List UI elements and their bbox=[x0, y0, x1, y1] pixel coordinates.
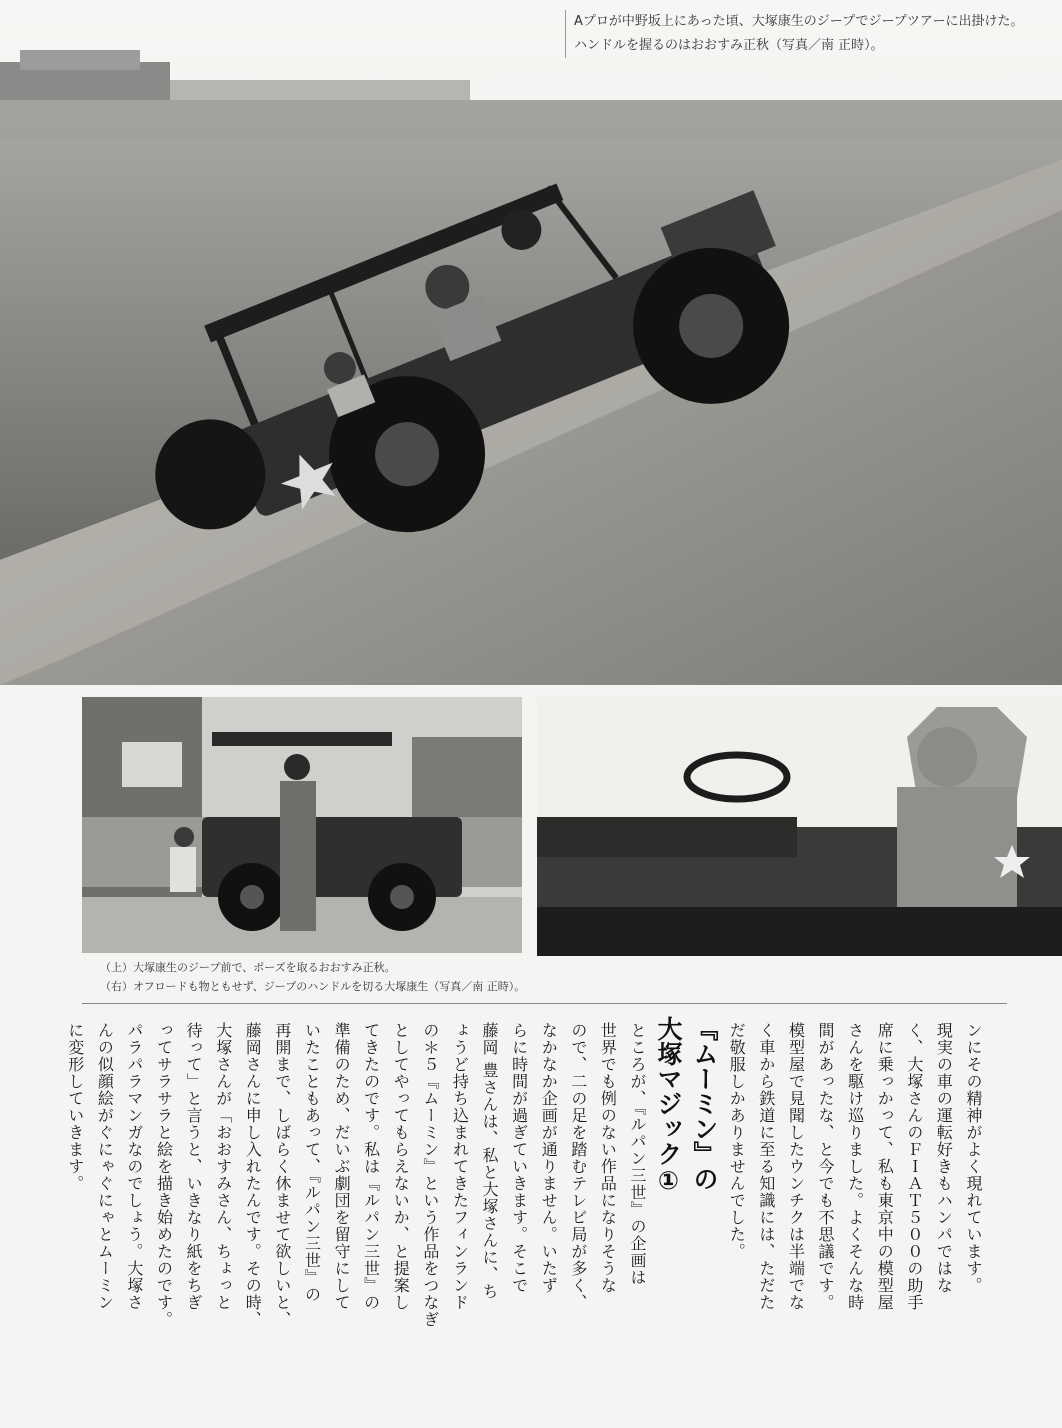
text-line: に変形していきます。 bbox=[65, 1022, 85, 1192]
article-column-1 bbox=[718, 1022, 988, 1417]
caption-line: （上）大塚康生のジープ前で、ポーズを取るおおすみ正秋。 bbox=[100, 961, 396, 974]
text-line: んの似顔絵がぐにゃぐにゃとムーミン bbox=[95, 1022, 115, 1311]
text-line: としてやってもらえないか、と提案し bbox=[391, 1022, 411, 1311]
text-line: 席に乗っかって、私も東京中の模型屋 bbox=[875, 1022, 895, 1311]
text-line: 再開まで、しばらく休ませて欲しいと、 bbox=[272, 1022, 292, 1328]
heading-line: 『ムーミン』の bbox=[690, 1016, 719, 1191]
text-line: 準備のため、だいぶ劇団を留守にして bbox=[332, 1022, 352, 1311]
text-line: 世界でも例のない作品になりそうな bbox=[598, 1022, 618, 1294]
text-line: なかなか企画が通りません。いたず bbox=[539, 1022, 559, 1294]
text-line: の＊５『ムーミン』という作品をつなぎ bbox=[420, 1022, 440, 1328]
text-line: 現実の車の運転好きもハンパではな bbox=[934, 1022, 954, 1294]
photo-man-at-jeep-wheel bbox=[537, 697, 1062, 956]
text-line: ってサラサラと絵を描き始めたのです。 bbox=[154, 1022, 174, 1328]
lower-photos-caption bbox=[100, 958, 540, 996]
text-line: 大塚さんが「おおすみさん、ちょっと bbox=[213, 1022, 233, 1311]
text-line: 藤岡 豊さんは、私と大塚さんに、ち bbox=[480, 1022, 500, 1301]
text-line: さんを駆け巡りました。よくそんな時 bbox=[845, 1022, 865, 1311]
text-line: ょうど持ち込まれてきたフィンランド bbox=[450, 1022, 470, 1311]
text-line: パラパラマンガなのでしょう。大塚さ bbox=[124, 1022, 144, 1311]
caption-line: （右）オフロードも物ともせず、ジープのハンドルを切る大塚康生（写真／南 正時）。 bbox=[100, 980, 526, 993]
caption-line: Aプロが中野坂上にあった頃、大塚康生のジープでジープツアーに出掛けた。 bbox=[574, 14, 1024, 29]
text-line: 模型屋で見聞したウンチクは半端でな bbox=[786, 1022, 806, 1311]
text-line: ところが、『ルパン三世』の企画は bbox=[628, 1022, 647, 1286]
text-line: らに時間が過ぎていきます。そこで bbox=[509, 1022, 529, 1294]
caption-line: ハンドルを握るのはおおすみ正秋（写真／南 正時）。 bbox=[574, 38, 884, 53]
text-line: 間があったな、と今でも不思議です。 bbox=[816, 1022, 836, 1311]
text-line: ので、二の足を踏むテレビ局が多く、 bbox=[568, 1022, 588, 1311]
text-line: だ敬服しかありませんでした。 bbox=[727, 1022, 747, 1260]
section-heading bbox=[650, 1016, 722, 1256]
photo-jeep-parked-with-child bbox=[82, 697, 522, 953]
main-photo-jeep-on-embankment bbox=[0, 0, 1062, 685]
text-line: ンにその精神がよく現れています。 bbox=[964, 1022, 983, 1294]
text-line: 待って」と言うと、いきなり紙をちぎ bbox=[184, 1022, 204, 1311]
text-line: てきたのです。私は『ルパン三世』の bbox=[361, 1022, 381, 1311]
heading-line: 大塚マジック① bbox=[654, 1016, 683, 1195]
text-line: 藤岡さんに申し入れたんです。その時、 bbox=[243, 1022, 263, 1328]
section-divider bbox=[82, 1003, 1007, 1004]
text-line: く、大塚さんのＦＩＡＴ５００の助手 bbox=[904, 1022, 924, 1311]
article-column-2 bbox=[58, 1022, 652, 1417]
text-line: いたこともあって、『ルパン三世』の bbox=[302, 1022, 322, 1303]
text-line: く車から鉄道に至る知識には、ただた bbox=[756, 1022, 776, 1311]
main-photo-caption bbox=[565, 10, 1054, 58]
